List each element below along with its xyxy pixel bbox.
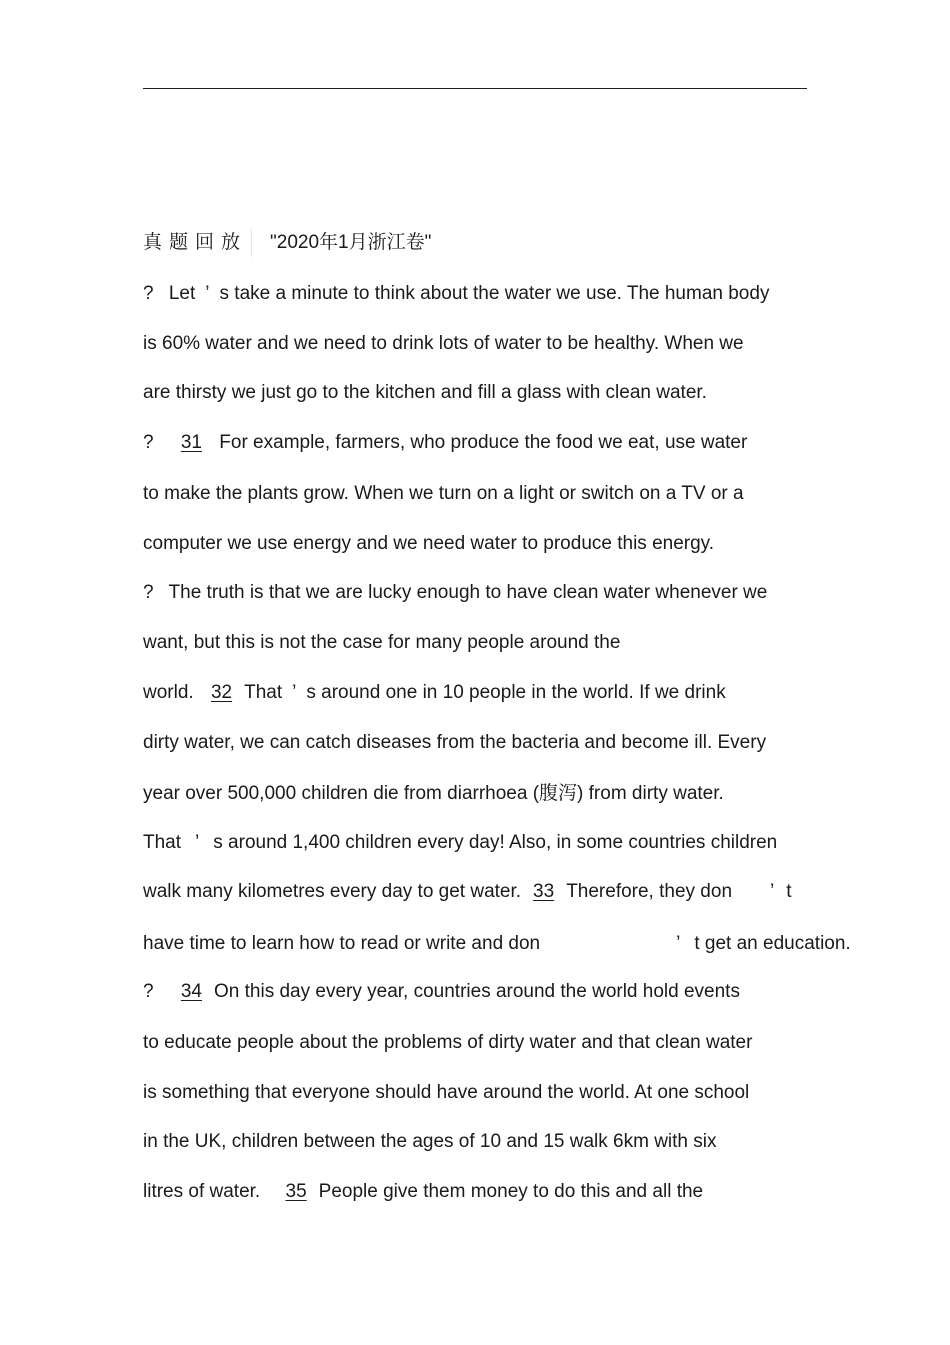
- passage-line-6: [143, 531, 714, 557]
- blank-35: 35: [285, 1181, 307, 1202]
- paragraph-marker: ?: [143, 981, 154, 1002]
- passage-line-14: [143, 931, 851, 957]
- line-text: Therefore, they don: [566, 881, 733, 902]
- passage-line-1: [143, 281, 769, 307]
- line-text: in the UK, children between the ages of 10 and 15 walk 6km with six: [143, 1131, 717, 1152]
- line-text: t: [786, 881, 792, 902]
- paragraph-marker: ?: [143, 432, 154, 453]
- blank-32: 32: [210, 682, 233, 703]
- blank-33: 33: [533, 881, 555, 902]
- line-text: want, but this is not the case for many people around the: [143, 632, 621, 653]
- passage-line-16: [143, 1030, 752, 1056]
- line-text: are thirsty we just go to the kitchen and fill a glass with clean water.: [143, 382, 707, 403]
- line-text: The truth is that we are lucky enough to have clean water whenever we: [168, 582, 768, 603]
- blank-34: 34: [180, 981, 202, 1002]
- passage-line-13: [143, 879, 792, 905]
- line-text: have time to learn how to read or write and don: [143, 933, 541, 954]
- line-text: is 60% water and we need to drink lots of water to be healthy. When we: [143, 333, 744, 354]
- line-text: walk many kilometres every day to get water.: [143, 881, 522, 902]
- apostrophe: ’: [292, 682, 297, 703]
- passage-line-10: [143, 730, 766, 756]
- line-text: For example, farmers, who produce the food we eat, use water: [219, 432, 748, 453]
- line-text: world.: [143, 682, 194, 703]
- line-text: is something that everyone should have around the world. At one school: [143, 1082, 750, 1103]
- line-text: On this day every year, countries around the world hold events: [214, 981, 740, 1002]
- line-text: s around 1,400 children every day! Also, in some countries children: [213, 832, 778, 853]
- passage-line-8: [143, 630, 620, 656]
- passage-line-11: [143, 781, 724, 807]
- apostrophe: ’: [676, 933, 681, 954]
- paragraph-marker: ?: [143, 582, 154, 603]
- line-text: t get an education.: [694, 933, 851, 954]
- line-text: That: [244, 682, 283, 703]
- passage-line-3: [143, 380, 707, 406]
- passage-line-12: [143, 830, 777, 856]
- line-text: s around one in 10 people in the world. If we drink: [306, 682, 726, 703]
- header-rule: [143, 88, 807, 89]
- paragraph-marker: ?: [143, 283, 154, 304]
- line-text: year over 500,000 children die from diarrhoea (腹泻) from dirty water.: [143, 783, 724, 804]
- heading-label: 真题回放: [143, 229, 252, 257]
- line-text: People give them money to do this and all the: [318, 1181, 704, 1202]
- line-text: computer we use energy and we need water to produce this energy.: [143, 533, 715, 554]
- passage-line-15: [143, 979, 740, 1005]
- line-text: dirty water, we can catch diseases from the bacteria and become ill. Every: [143, 732, 767, 753]
- line-text: Let: [168, 283, 196, 304]
- passage-line-9: [143, 680, 726, 706]
- line-text: litres of water.: [143, 1181, 261, 1202]
- section-heading: [143, 229, 431, 257]
- line-text: to make the plants grow. When we turn on a light or switch on a TV or a: [143, 483, 744, 504]
- passage-line-7: [143, 580, 767, 606]
- passage-line-18: [143, 1129, 717, 1155]
- line-text: That: [143, 832, 182, 853]
- passage-line-2: [143, 331, 744, 357]
- apostrophe: ’: [205, 283, 210, 304]
- line-text: s take a minute to think about the water we use. The human body: [219, 283, 770, 304]
- passage-line-5: [143, 481, 744, 507]
- apostrophe: ’: [770, 881, 775, 902]
- passage-line-17: [143, 1080, 749, 1106]
- blank-31: 31: [180, 432, 202, 453]
- line-text: to educate people about the problems of dirty water and that clean water: [143, 1032, 753, 1053]
- apostrophe: ’: [195, 832, 200, 853]
- passage-line-4: [143, 430, 747, 456]
- heading-source: "2020年1月浙江卷": [270, 232, 432, 253]
- passage-line-19: [143, 1179, 703, 1205]
